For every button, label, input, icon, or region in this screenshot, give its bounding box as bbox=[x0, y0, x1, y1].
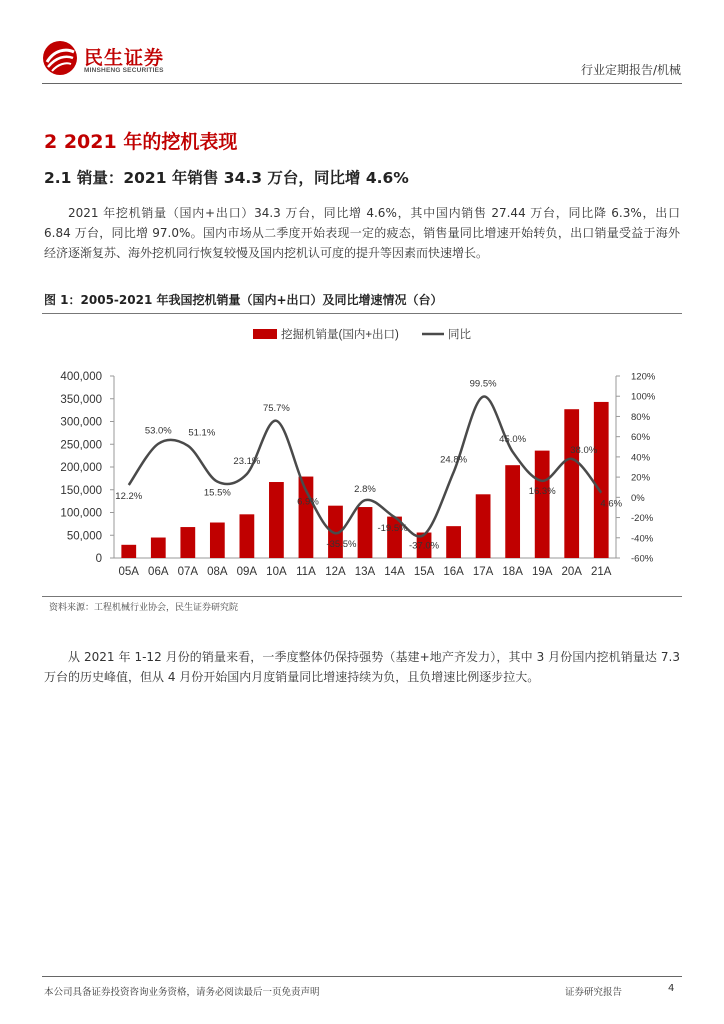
footer-disclaimer: 本公司具备证券投资咨询业务资格，请务必阅读最后一页免责声明 bbox=[44, 987, 320, 998]
y-right-tick-label: 20% bbox=[631, 472, 651, 484]
x-tick-label: 09A bbox=[236, 566, 258, 578]
y-right-tick-label: 120% bbox=[631, 371, 656, 383]
report-category: 行业定期报告/机械 bbox=[580, 63, 681, 77]
x-tick-label: 12A bbox=[325, 566, 346, 578]
y-left-tick-label: 200,000 bbox=[60, 462, 102, 474]
data-label: 15.5% bbox=[203, 487, 231, 499]
data-label: 51.1% bbox=[188, 427, 216, 439]
bar bbox=[446, 526, 461, 558]
x-tick-label: 13A bbox=[354, 566, 376, 578]
y-right-tick-label: -20% bbox=[631, 513, 654, 525]
bar bbox=[210, 523, 225, 558]
x-tick-label: 10A bbox=[266, 566, 287, 578]
x-tick-label: 05A bbox=[118, 566, 139, 578]
x-tick-label: 19A bbox=[531, 566, 553, 578]
data-label: 45.0% bbox=[499, 433, 527, 445]
y-left-tick-label: 400,000 bbox=[60, 371, 102, 383]
logo-text: 民生证券 bbox=[84, 47, 165, 69]
x-tick-label: 15A bbox=[413, 566, 435, 578]
y-left-tick-label: 300,000 bbox=[60, 416, 102, 429]
data-label: -37.0% bbox=[409, 540, 440, 552]
bar bbox=[151, 538, 166, 558]
sales-chart bbox=[42, 316, 682, 594]
data-label: 2.8% bbox=[354, 484, 376, 496]
body-paragraph-1: 2021 年挖机销量（国内+出口）34.3 万台，同比增 4.6%，其中国内销售 27.44 万台，同比降 6.3%，出口 6.84 万台，同比增 97.0%。国内市场从二季度开始表现一定的疲态，销售量同比增速开始转负，出口销量受益于海外经济逐渐复苏、海外挖机同行恢复较慢及国内挖机认可度的提升等因素而快速增长。 bbox=[44, 206, 680, 260]
x-tick-label: 18A bbox=[502, 566, 523, 578]
data-label: 24.8% bbox=[440, 454, 468, 466]
logo-subtext: MINSHENG SECURITIES bbox=[84, 67, 164, 74]
data-label: -35.5% bbox=[326, 539, 357, 551]
page-number: 4 bbox=[668, 983, 675, 994]
data-label: 16.3% bbox=[528, 485, 556, 497]
y-left-tick-label: 350,000 bbox=[60, 393, 102, 406]
x-tick-label: 06A bbox=[148, 566, 169, 578]
y-right-tick-label: 0% bbox=[631, 492, 645, 504]
data-label: 4.6% bbox=[600, 498, 623, 510]
footer-divider bbox=[42, 976, 682, 977]
section-heading: 2 2021 年的挖机表现 bbox=[44, 131, 238, 153]
y-right-tick-label: -60% bbox=[631, 553, 654, 565]
y-right-tick-label: -40% bbox=[631, 533, 654, 545]
bar bbox=[121, 545, 136, 558]
chart-legend bbox=[253, 327, 471, 341]
bar-series bbox=[121, 402, 608, 558]
data-label: 6.9% bbox=[297, 496, 319, 508]
y-left-tick-label: 250,000 bbox=[60, 439, 102, 452]
bar bbox=[269, 482, 284, 558]
y-left-tick-label: 0 bbox=[95, 553, 102, 565]
bar bbox=[240, 514, 255, 558]
data-label: 99.5% bbox=[469, 378, 497, 390]
figure-source: 资料来源：工程机械行业协会，民生证券研究院 bbox=[49, 603, 239, 613]
x-tick-label: 16A bbox=[443, 566, 464, 578]
figure-divider-bottom bbox=[42, 596, 682, 597]
logo-icon bbox=[42, 40, 78, 76]
x-tick-label: 20A bbox=[561, 566, 582, 578]
x-tick-label: 17A bbox=[472, 566, 494, 578]
bar bbox=[505, 465, 520, 558]
data-label: 53.0% bbox=[144, 425, 172, 437]
x-tick-label: 14A bbox=[384, 566, 405, 578]
data-label: 12.2% bbox=[115, 490, 143, 502]
data-label: 75.7% bbox=[262, 402, 290, 414]
bar bbox=[535, 451, 550, 558]
x-tick-label: 08A bbox=[207, 566, 228, 578]
x-tick-label: 07A bbox=[177, 566, 199, 578]
y-right-tick-label: 40% bbox=[631, 452, 651, 464]
header-divider bbox=[42, 83, 682, 84]
y-left-tick-label: 100,000 bbox=[60, 507, 102, 520]
bar bbox=[180, 527, 195, 558]
y-right-tick-label: 60% bbox=[631, 432, 651, 444]
bar bbox=[358, 507, 373, 558]
bar bbox=[476, 494, 491, 558]
y-right-tick-label: 100% bbox=[631, 391, 656, 403]
footer-report-type: 证券研究报告 bbox=[565, 987, 623, 998]
bar bbox=[594, 402, 609, 558]
data-label: -19.5% bbox=[377, 523, 408, 535]
legend-line-label: 同比 bbox=[448, 329, 471, 341]
data-label: 38.0% bbox=[570, 444, 598, 456]
data-label: 23.1% bbox=[233, 455, 261, 467]
body-paragraph-2: 从 2021 年 1-12 月份的销量来看，一季度整体仍保持强势（基建+地产齐发力），其中 3 月份国内挖机销量达 7.3 万台的历史峰值，但从 4 月份开始国内月度销量同比增速持续为负，且负增速比例逐步拉大。 bbox=[44, 650, 680, 684]
bar bbox=[564, 409, 579, 558]
legend-bar-label: 挖掘机销量(国内+出口) bbox=[281, 329, 399, 341]
figure-title: 图 1：2005-2021 年我国挖机销量（国内+出口）及同比增速情况（台） bbox=[44, 293, 443, 307]
x-tick-label: 11A bbox=[296, 566, 316, 578]
x-tick-label: 21A bbox=[591, 566, 612, 578]
legend-bar-swatch bbox=[253, 329, 277, 339]
y-left-tick-label: 150,000 bbox=[60, 484, 102, 497]
y-right-tick-label: 80% bbox=[631, 411, 651, 423]
figure-divider-top bbox=[42, 313, 682, 314]
subsection-heading: 2.1 销量：2021 年销售 34.3 万台，同比增 4.6% bbox=[44, 169, 409, 187]
y-left-tick-label: 50,000 bbox=[66, 530, 102, 543]
